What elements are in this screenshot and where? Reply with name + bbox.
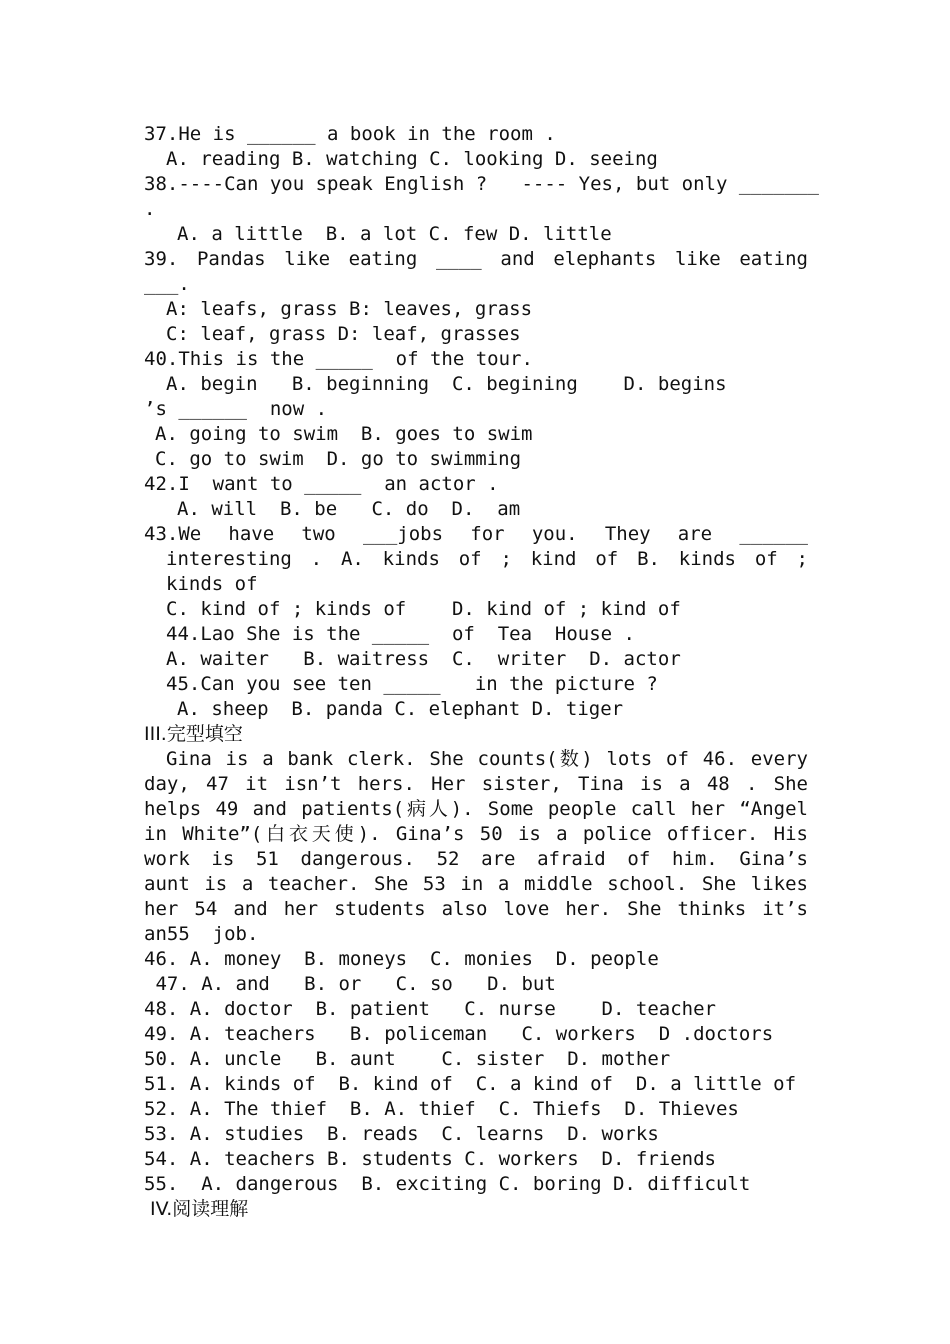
text-line: A. begin B. beginning C. begining D. begins xyxy=(166,373,727,395)
text-line: 47. A. and B. or C. so D. but xyxy=(144,973,556,995)
text-line: 38.----Can you speak English ? ---- Yes, but only _______ xyxy=(144,173,819,195)
text-line: Gina is a bank clerk. She counts(数) lots of 46. every xyxy=(166,748,808,770)
text-line: 43.We have two ___jobs for you. They are ______ xyxy=(144,523,808,545)
text-line: aunt is a teacher. She 53 in a middle school. She likes xyxy=(144,873,808,895)
text-line: 55. A. dangerous B. exciting C. boring D. difficult xyxy=(144,1173,751,1195)
text-line: 48. A. doctor B. patient C. nurse D. teacher xyxy=(144,998,716,1020)
text-line: C. kind of ; kinds of D. kind of ; kind of xyxy=(166,598,681,620)
text-line: kinds of xyxy=(166,573,258,595)
text-line: 42.I want to _____ an actor . xyxy=(144,473,499,495)
text-line: 46. A. money B. moneys C. monies D. people xyxy=(144,948,659,970)
text-line: A. sheep B. panda C. elephant D. tiger xyxy=(177,698,624,720)
text-line: ___. xyxy=(144,273,190,295)
text-line: A. will B. be C. do D. am xyxy=(177,498,521,520)
text-line: work is 51 dangerous. 52 are afraid of him. Gina’s xyxy=(144,848,808,870)
text-line: her 54 and her students also love her. She thinks it’s xyxy=(144,898,808,920)
text-line: A. reading B. watching C. looking D. seeing xyxy=(166,148,658,170)
text-line: C. go to swim D. go to swimming xyxy=(155,448,522,470)
text-line: 51. A. kinds of B. kind of C. a kind of D. a little of xyxy=(144,1073,797,1095)
text-line: 54. A. teachers B. students C. workers D. friends xyxy=(144,1148,716,1170)
text-line: . xyxy=(144,198,156,220)
text-line: 37.He is ______ a book in the room . xyxy=(144,123,556,145)
text-line: 50. A. uncle B. aunt C. sister D. mother xyxy=(144,1048,671,1070)
section-heading: IV.阅读理解 xyxy=(144,1198,249,1220)
text-line: day, 47 it isn’t hers. Her sister, Tina is a 48 . She xyxy=(144,773,808,795)
text-line: A: leafs, grass B: leaves, grass xyxy=(166,298,533,320)
text-line: A. going to swim B. goes to swim xyxy=(155,423,533,445)
text-line: an55 job. xyxy=(144,923,259,945)
text-line: 52. A. The thief B. A. thief C. Thiefs D. Thieves xyxy=(144,1098,739,1120)
text-line: in White”(白衣天使). Gina’s 50 is a police officer. His xyxy=(144,823,808,845)
text-line: 49. A. teachers B. policeman C. workers D .doctors xyxy=(144,1023,774,1045)
section-heading: III.完型填空 xyxy=(144,723,243,745)
text-line: 39. Pandas like eating ____ and elephants like eating xyxy=(144,248,808,270)
text-line: 44.Lao She is the _____ of Tea House . xyxy=(166,623,635,645)
text-line: 45.Can you see ten _____ in the picture ? xyxy=(166,673,658,695)
text-line: A. waiter B. waitress C. writer D. actor xyxy=(166,648,681,670)
text-line: C: leaf, grass D: leaf, grasses xyxy=(166,323,521,345)
text-line: helps 49 and patients(病人). Some people call her “Angel xyxy=(144,798,808,820)
document-page xyxy=(144,122,819,1222)
text-line: ’s ______ now . xyxy=(144,398,328,420)
text-line: A. a little B. a lot C. few D. little xyxy=(177,223,612,245)
text-line: 53. A. studies B. reads C. learns D. works xyxy=(144,1123,659,1145)
text-line: interesting . A. kinds of ; kind of B. kinds of ; xyxy=(166,548,808,570)
text-line: 40.This is the _____ of the tour. xyxy=(144,348,533,370)
